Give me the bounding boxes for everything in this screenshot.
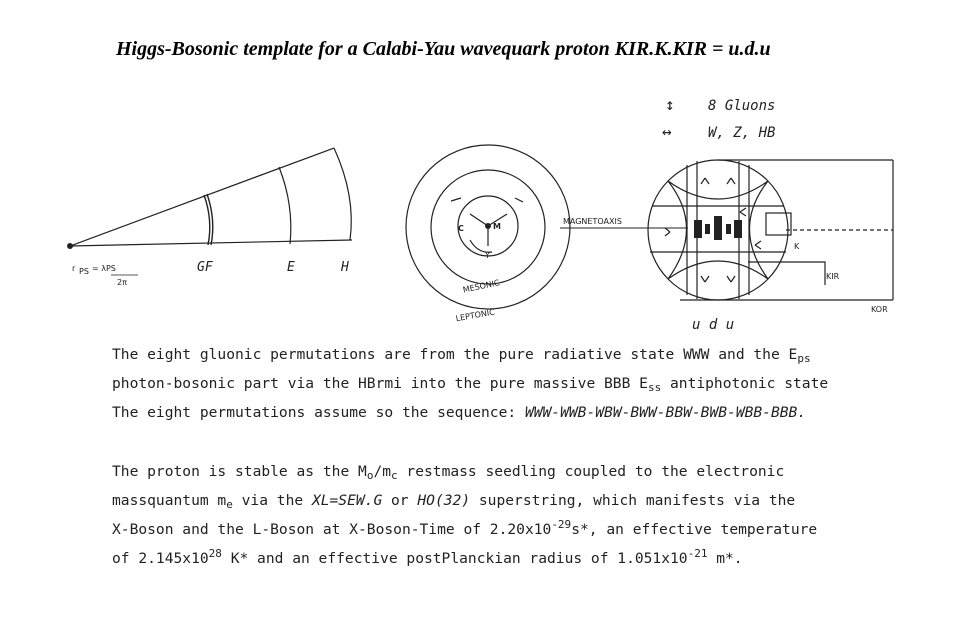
gluon-arrow-icon: ↕ (665, 95, 675, 114)
kir-label: KIR (826, 272, 840, 281)
page-title: Higgs-Bosonic template for a Calabi-Yau wavequark proton KIR.K.KIR = u.d.u (116, 38, 771, 60)
paragraph-proton-stability (112, 457, 817, 573)
svg-text:= λPS: = λPS (92, 264, 116, 273)
gluons-label: 8 Gluons (708, 98, 776, 114)
udu-label: u d u (692, 317, 735, 333)
mesonic-label: MESONIC (462, 278, 501, 295)
para1-line2: photon-bosonic part via the HBrmi into the pure massive BBB $E_{ss}$ antiphotonic state (112, 375, 829, 394)
quark-core (694, 216, 742, 240)
leptonic-label: LEPTONIC (455, 307, 496, 324)
para2-line3: X-Boson and the L-Boson at X-Boson-Time of $2.20x10^{-29}s*$, an effective temperature (112, 518, 818, 538)
y-label: Y (485, 251, 490, 260)
k-label: K (794, 242, 800, 251)
para1-line1: The eight gluonic permutations are from the pure radiative state WWW and the $E_{ps}$ (112, 346, 811, 365)
svg-text:PS: PS (79, 267, 89, 276)
boson-arrow-icon: ↔ (662, 122, 672, 141)
para1-line3: The eight permutations assume so the sequence: WWW-WWB-WBW-BWW-BBW-BWB-WBB-BBB. (112, 404, 807, 421)
radius-label (72, 264, 138, 287)
gf-label: GF (197, 260, 213, 275)
proton-template (648, 160, 893, 300)
center-dot (485, 223, 491, 229)
c-label: C (458, 224, 464, 233)
para2-line1: The proton is stable as the $M_o/m_c$ restmass seedling coupled to the electronic (112, 463, 785, 482)
paragraph-permutations (112, 340, 828, 427)
svg-text:2π: 2π (117, 278, 127, 287)
magnetoaxis-label: MAGNETOAXIS (563, 217, 622, 226)
para2-line2: massquantum $m_e$ via the XL=SEW.G or HO(32) superstring, which manifests via the (112, 492, 796, 511)
origin-point (67, 243, 73, 249)
e-label: E (287, 260, 295, 275)
kor-label: KOR (871, 305, 888, 314)
para2-line4: of $2.145x10^{28}$ K* and an effective postPlanckian radius of $1.051x10^{-21}$ m*. (112, 547, 743, 567)
svg-text:r: r (72, 264, 76, 273)
wedge-diagram (70, 148, 352, 246)
bosons-label: W, Z, HB (708, 125, 776, 141)
h-label: H (341, 260, 349, 275)
m-label: M (493, 222, 501, 231)
